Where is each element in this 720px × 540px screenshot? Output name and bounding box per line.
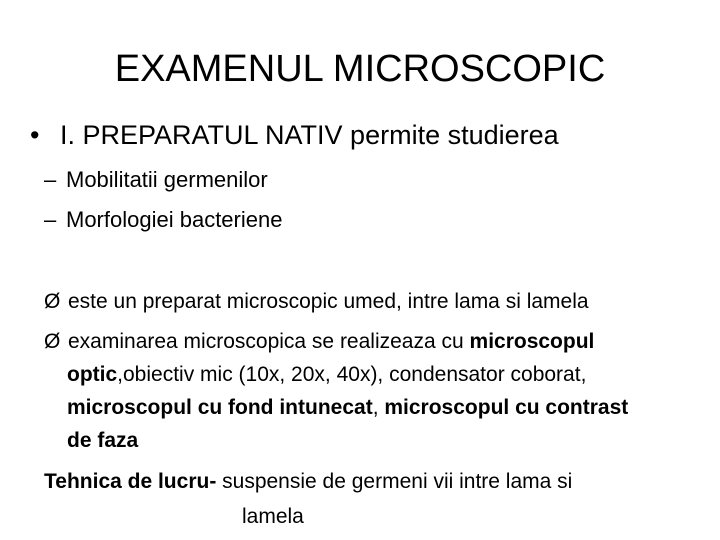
phase-contrast-term: microscopul cu contrast	[384, 396, 629, 419]
optic-term: optic	[67, 363, 118, 386]
objective-text: ,obiectiv mic (10x, 20x, 40x), condensator coborat,	[117, 363, 587, 386]
arrow-item-text: este un preparat microscopic umed, intre lama si lamela	[68, 290, 589, 313]
examination-line-3	[67, 394, 628, 421]
slide-title: EXAMENUL MICROSCOPIC	[114, 48, 606, 90]
technique-continuation: lamela	[242, 505, 304, 528]
sub-item-morphology	[44, 206, 282, 234]
arrow-item-text: examinarea microscopica se realizeaza cu	[68, 330, 470, 353]
arrow-marker-icon: Ø	[44, 330, 61, 353]
dash-marker: –	[44, 167, 57, 192]
sub-item-text: Mobilitatii germenilor	[66, 167, 268, 192]
examination-line-2	[67, 361, 586, 388]
sub-item-text: Morfologiei bacteriene	[66, 207, 283, 232]
main-bullet-text: I. PREPARATUL NATIV permite studierea	[60, 120, 559, 150]
examination-line-4	[67, 427, 138, 454]
separator-text: ,	[372, 396, 385, 419]
sub-item-mobility	[44, 166, 268, 194]
technique-line	[44, 468, 572, 495]
technique-label: Tehnica de lucru-	[44, 470, 217, 493]
bullet-dot: •	[30, 120, 40, 150]
arrow-item-examination	[44, 328, 594, 355]
microscope-term: microscopul	[469, 330, 595, 353]
dark-field-term: microscopul cu fond intunecat	[67, 396, 373, 419]
arrow-marker-icon: Ø	[44, 290, 61, 313]
phase-term: de faza	[67, 429, 139, 452]
technique-text: suspensie de germeni vii intre lama si	[216, 470, 573, 493]
main-bullet	[30, 118, 559, 152]
dash-marker: –	[44, 207, 57, 232]
arrow-item-preparation	[44, 288, 589, 315]
